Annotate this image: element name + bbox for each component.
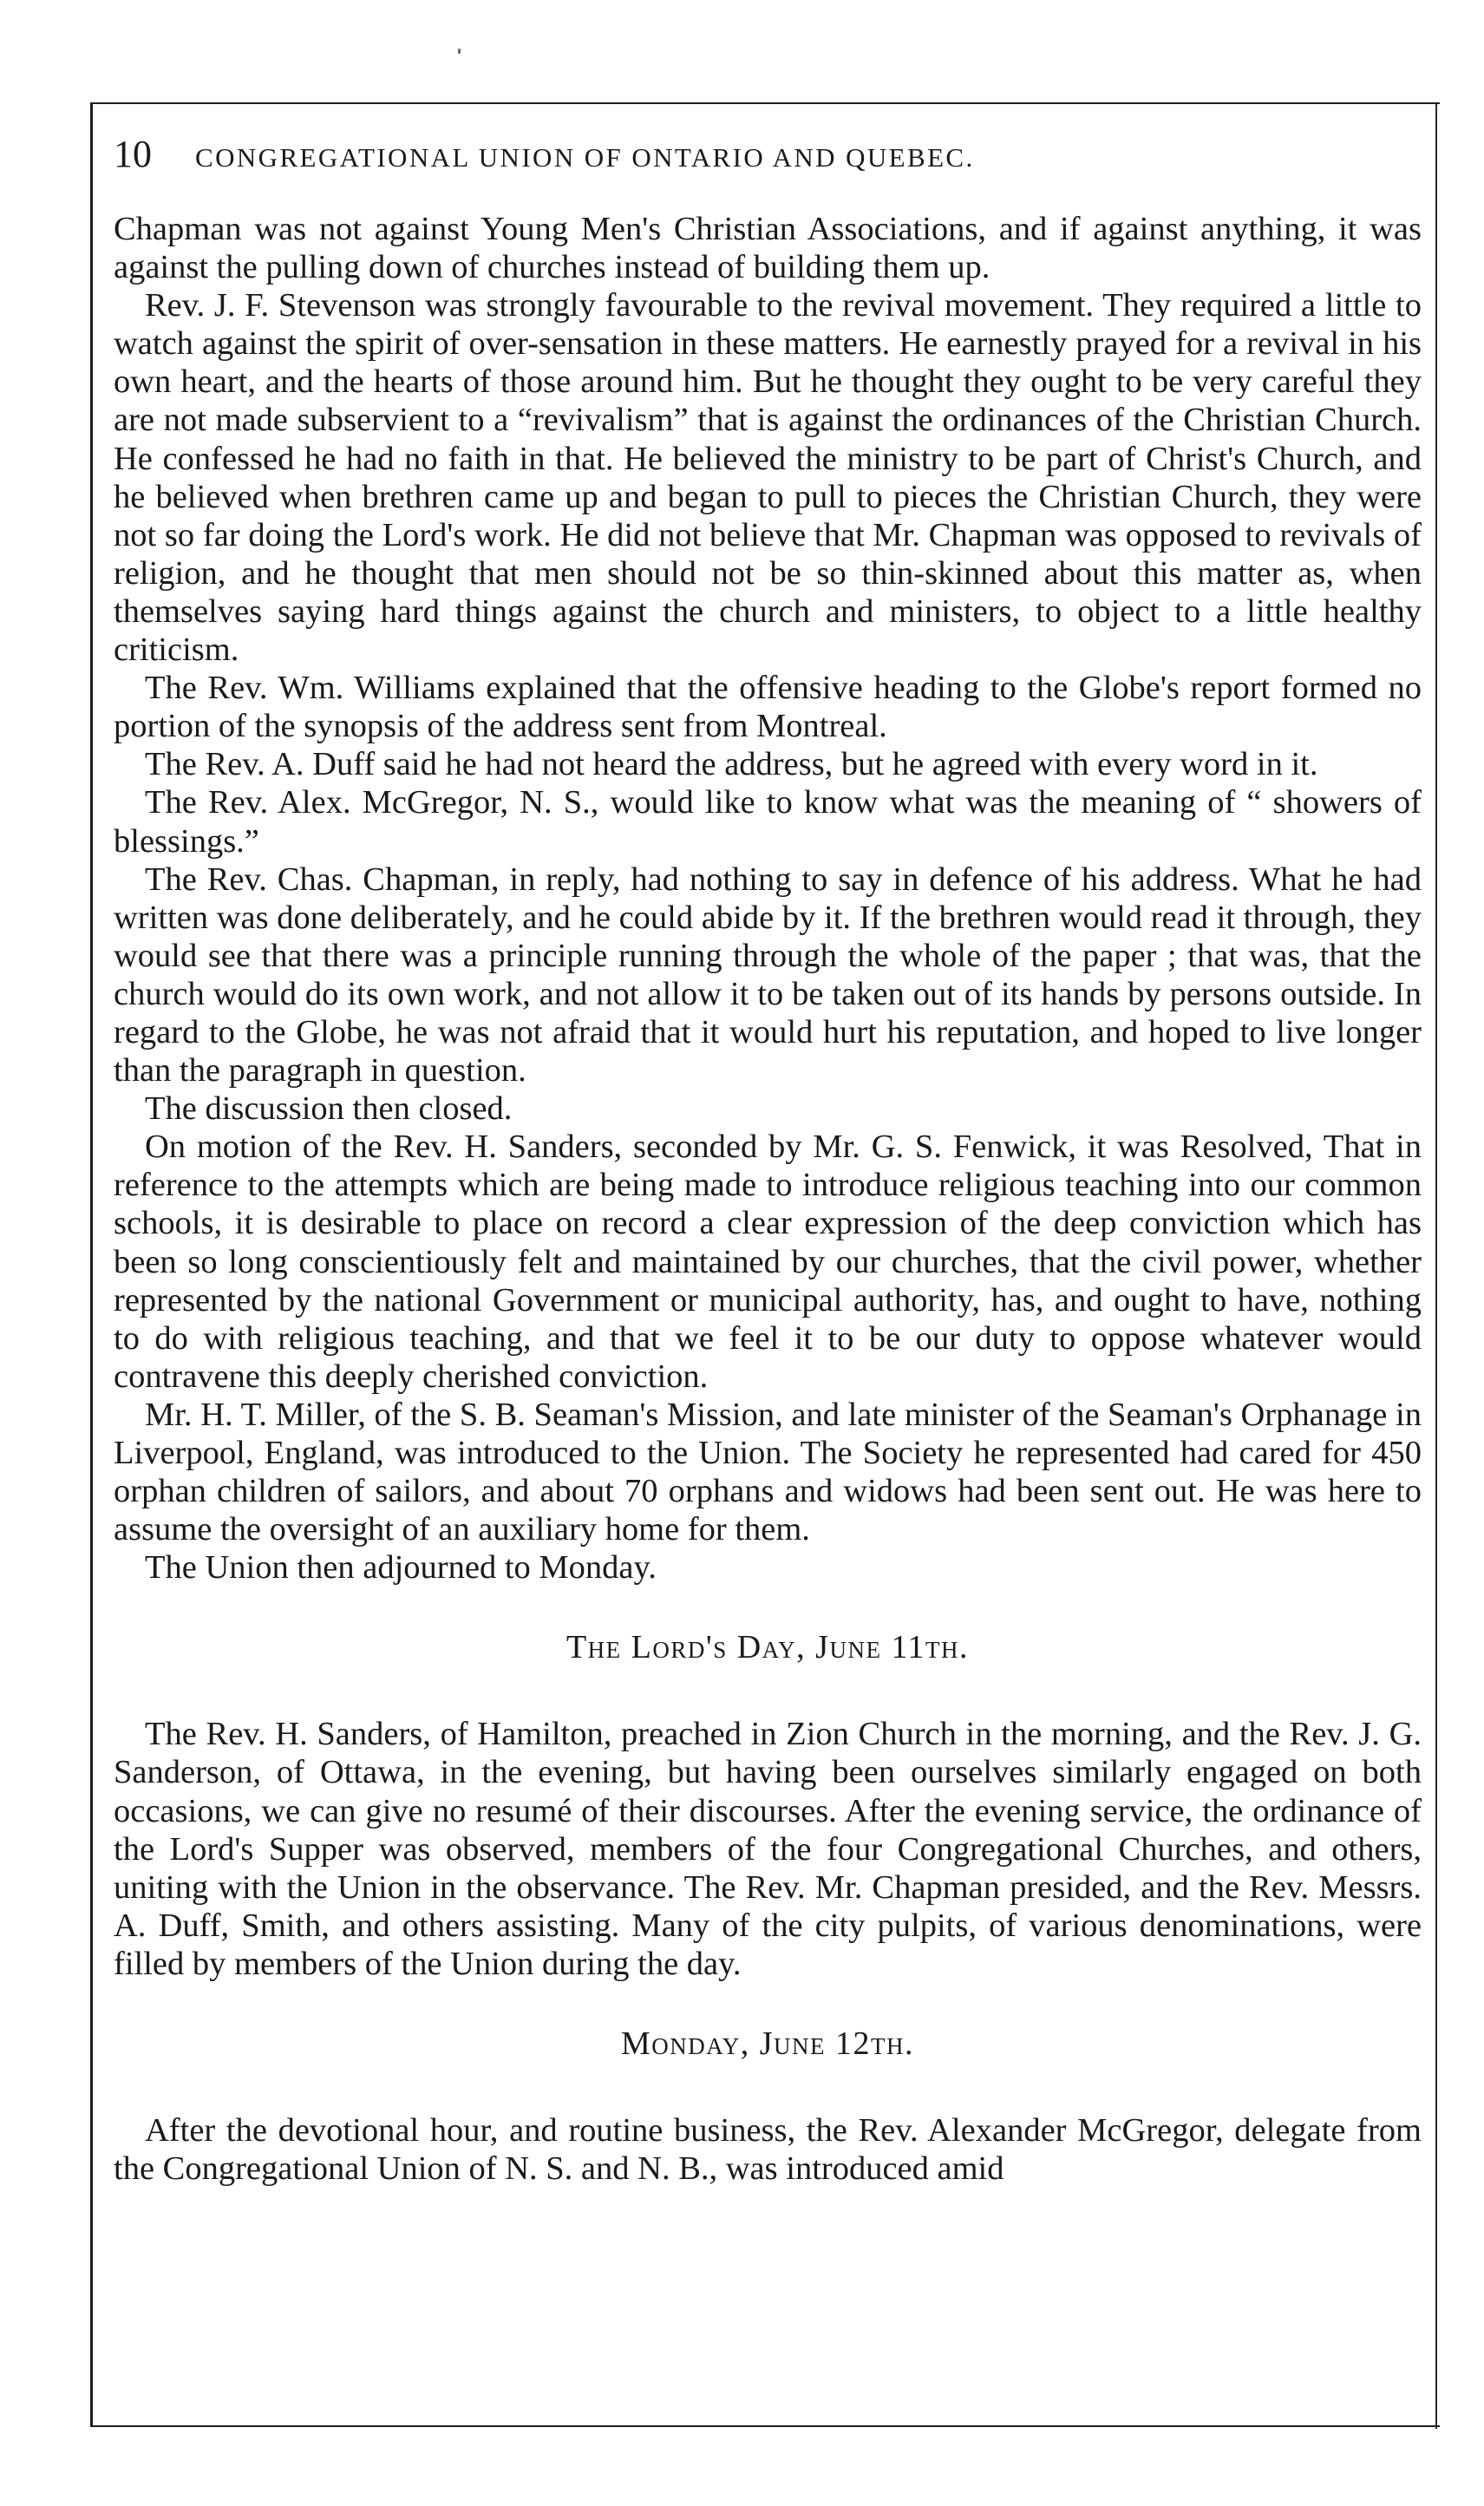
running-title: CONGREGATIONAL UNION OF ONTARIO AND QUEBEC. [195, 142, 975, 173]
page-header [114, 132, 1422, 194]
paragraph: Rev. J. F. Stevenson was strongly favourable to the revival movement. They required a little to watch against the spirit of over-sensation in these matters. He earnestly prayed for a revival in his own heart, and the hearts of those around him. But he thought they ought to be very careful they are not made subservient to a “revivalism” that is against the ordinances of the Christian Church. He confessed he had no faith in that. He believed the ministry to be part of Christ's Church, and he believed when brethren came up and began to pull to pieces the Christian Church, they were not so far doing the Lord's work. He did not believe that Mr. Chapman was opposed to revivals of religion, and he thought that men should not be so thin-skinned about this matter as, when themselves saying hard things against the church and ministers, to object to a little healthy criticism. [114, 287, 1422, 669]
paragraph: The Rev. Chas. Chapman, in reply, had nothing to say in defence of his address. What he had written was done deliberately, and he could abide by it. If the brethren would read it through, they would see that there was a principle running through the whole of the paper ; that was, that the church would do its own work, and not allow it to be taken out of its hands by persons outside. In regard to the Globe, he was not afraid that it would hurt his reputation, and hoped to live longer than the paragraph in question. [114, 860, 1422, 1089]
paragraph: The Union then adjourned to Monday. [145, 1549, 657, 1587]
section-monday-body [114, 2111, 1422, 2188]
paragraph: Chapman was not against Young Men's Christian Associations, and if against anything, it was against the pulling down of churches instead of building them up. [114, 211, 1422, 286]
section-lords-day-body [114, 1715, 1422, 1983]
paragraph: On motion of the Rev. H. Sanders, seconded by Mr. G. S. Fenwick, it was Resolved, That in reference to the attempts which are being made to introduce religious teaching into our common schools, it is desirable to place on record a clear expression of the deep conviction which has been so long conscientiously felt and maintained by our churches, that the civil power, whether represented by the national Government or municipal authority, has, and ought to have, nothing to do with religious teaching, and that we feel it to be our duty to oppose whatever would contravene this deeply cherished conviction. [114, 1129, 1422, 1395]
paragraph: Mr. H. T. Miller, of the S. B. Seaman's Mission, and late minister of the Seaman's Orphanage in Liverpool, England, was introduced to the Union. The Society he represented had cared for 450 orphan children of sailors, and about 70 orphans and widows had been sent out. He was here to assume the oversight of an auxiliary home for them. [114, 1396, 1422, 1548]
page-number: 10 [114, 133, 152, 175]
paragraph: After the devotional hour, and routine business, the Rev. Alexander McGregor, delegate from the Congregational Union of N. S. and N. B., was introduced amid [114, 2112, 1422, 2188]
article-body [114, 210, 1422, 2188]
page-content [114, 132, 1422, 2188]
page-frame-right-rule [1435, 104, 1437, 2429]
paragraph: The Rev. H. Sanders, of Hamilton, preached in Zion Church in the morning, and the Rev. J. G. Sanderson, of Ottawa, in the evening, but having been ourselves similarly engaged on both occasions, we can give no resumé of their discourses. After the evening service, the ordinance of the Lord's Supper was observed, members of the four Congregational Churches, and others, uniting with the Union in the observance. The Rev. Mr. Chapman presided, and the Rev. Messrs. A. Duff, Smith, and others assisting. Many of the city pulpits, of various denominations, were filled by members of the Union during the day. [114, 1716, 1422, 1982]
scan-speck [458, 49, 461, 54]
section-heading-monday: Monday, June 12th. [620, 2025, 915, 2063]
paragraph: The discussion then closed. [145, 1090, 513, 1128]
section-heading-lords-day: The Lord's Day, June 11th. [565, 1629, 970, 1666]
paragraph: The Rev. Wm. Williams explained that the offensive heading to the Globe's report formed no portion of the synopsis of the address sent from Montreal. [114, 670, 1422, 745]
paragraph: The Rev. A. Duff said he had not heard the address, but he agreed with every word in it. [145, 746, 1318, 783]
paragraph: The Rev. Alex. McGregor, N. S., would like to know what was the meaning of “ showers of blessings.” [114, 784, 1422, 860]
